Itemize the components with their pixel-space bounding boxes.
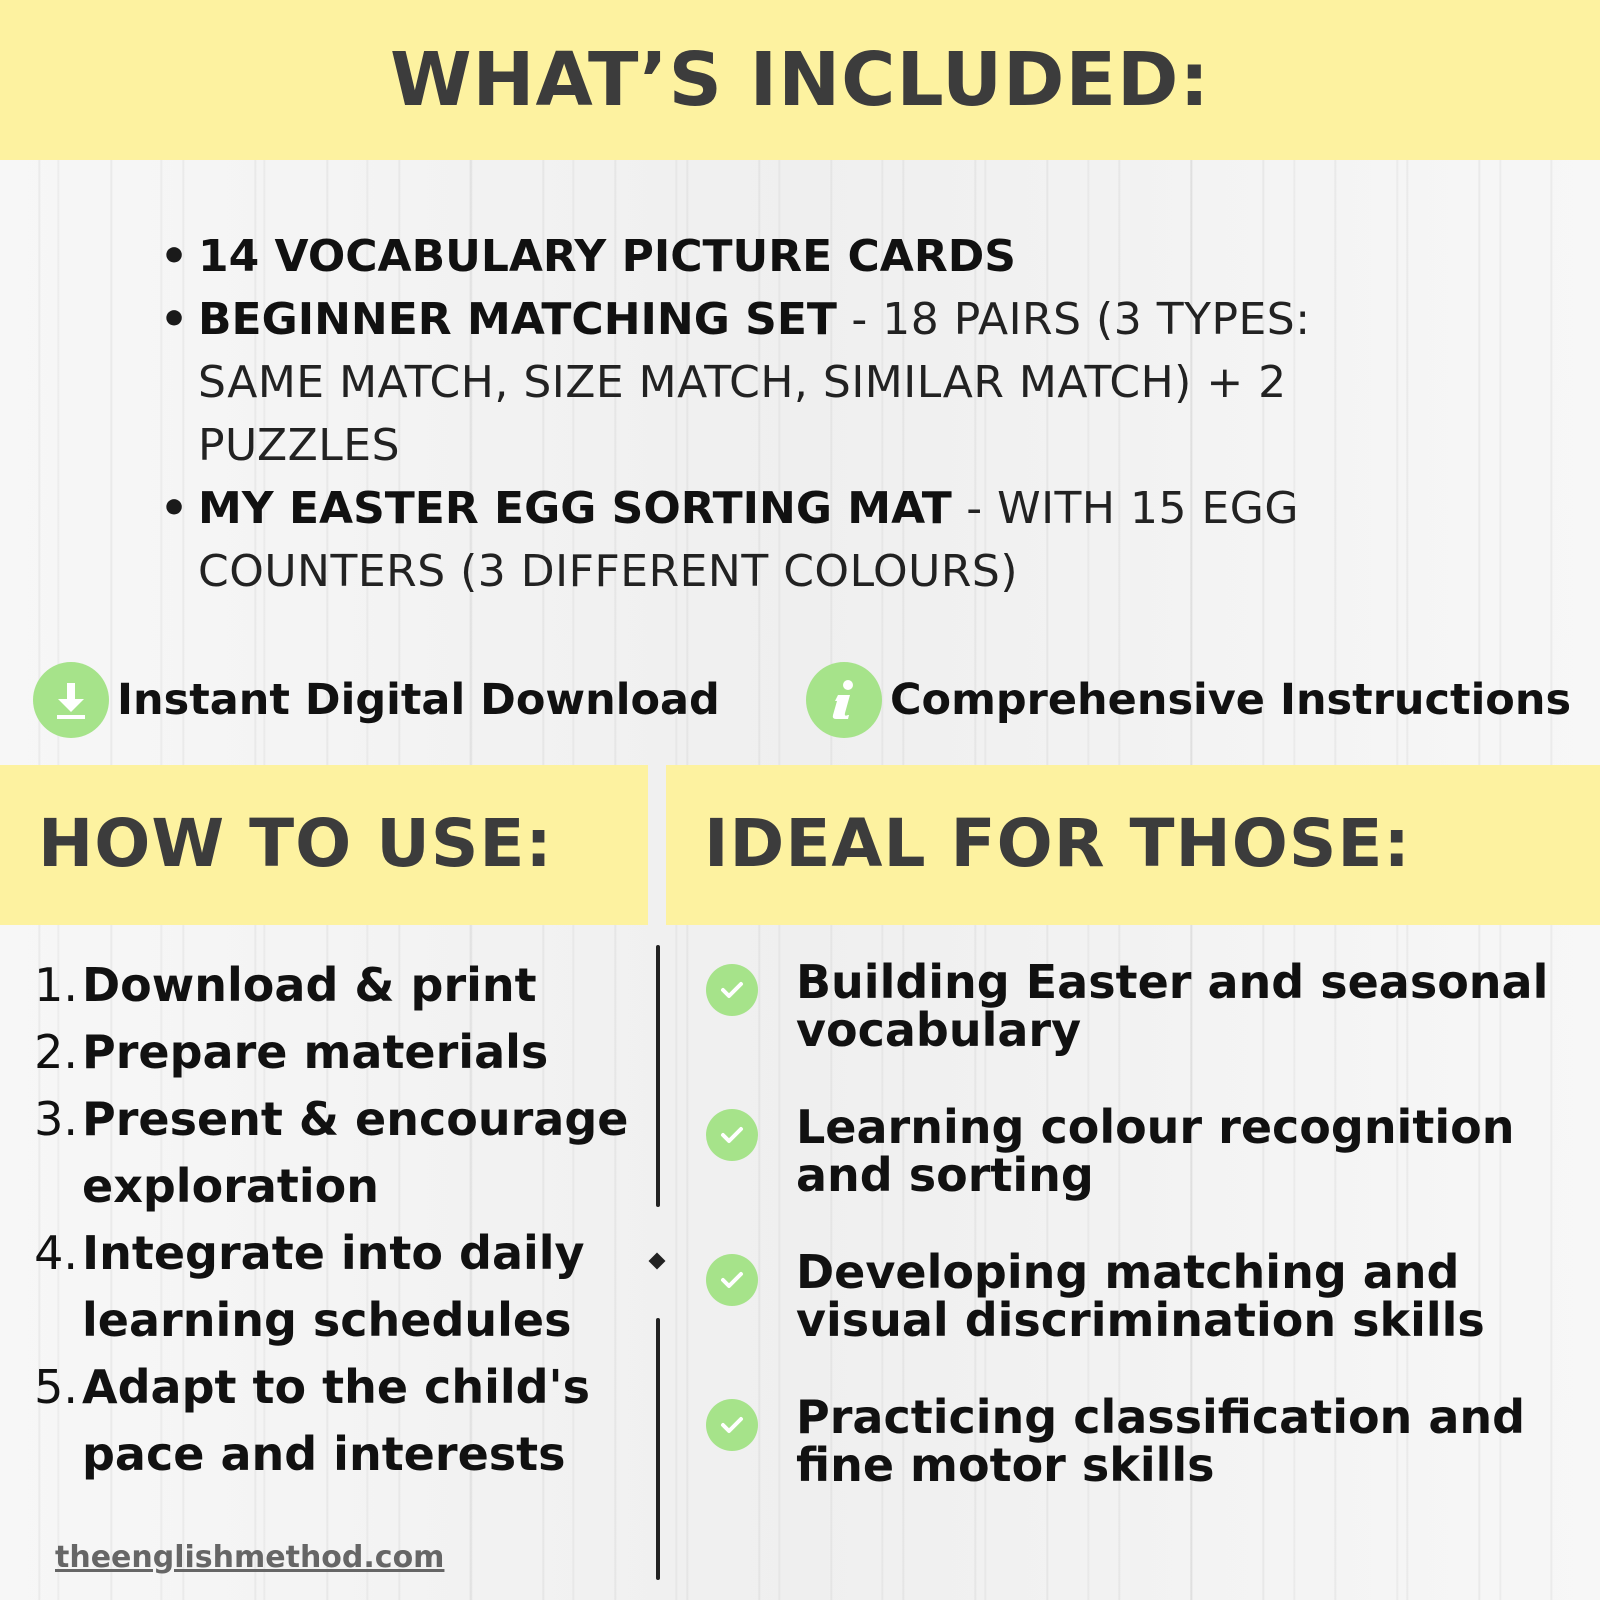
website-link[interactable]: theenglishmethod.com (55, 1540, 445, 1575)
check-circle-icon (706, 1399, 758, 1451)
included-item (160, 288, 1420, 477)
ideal-item (700, 1100, 1580, 1248)
step-number: 5. (34, 1360, 78, 1414)
step-number: 1. (34, 958, 78, 1012)
ideal-item-text: Developing matching and visual discrimination skills (796, 1245, 1485, 1347)
step-number: 2. (34, 1025, 78, 1079)
column-divider-upper (656, 945, 660, 1207)
info-icon (806, 662, 882, 738)
step-number: 4. (34, 1226, 78, 1280)
check-circle-icon (706, 1254, 758, 1306)
included-item-bold: MY EASTER EGG SORTING MAT (198, 483, 952, 534)
ideal-item (700, 1245, 1580, 1393)
ideal-item (700, 1390, 1580, 1538)
step-text: Adapt to the child's pace and interests (82, 1360, 590, 1481)
step-item (30, 1354, 630, 1488)
ideal-item-text: Building Easter and seasonal vocabulary (796, 955, 1549, 1057)
ideal-item-text: Learning colour recognition and sorting (796, 1100, 1515, 1202)
ideal-for-title: IDEAL FOR THOSE: (704, 805, 1411, 882)
included-item-detail: - 18 PAIRS (3 TYPES: SAME MATCH, SIZE MATCH, SIMILAR MATCH) + 2 PUZZLES (198, 294, 1311, 471)
step-item (30, 952, 630, 1019)
step-text: Present & encourage exploration (82, 1092, 629, 1213)
included-list (160, 225, 1420, 603)
step-text: Download & print (82, 958, 537, 1012)
step-text: Integrate into daily learning schedules (82, 1226, 585, 1347)
step-item (30, 1019, 630, 1086)
column-divider-lower (656, 1318, 660, 1580)
feature-download-label: Instant Digital Download (117, 675, 720, 725)
download-icon (33, 662, 109, 738)
feature-instructions (806, 662, 1571, 738)
ideal-for-list (700, 955, 1580, 1538)
included-item (160, 225, 1420, 288)
how-to-use-band (0, 765, 648, 925)
column-divider-dot (649, 1253, 666, 1270)
feature-instructions-label: Comprehensive Instructions (890, 675, 1572, 725)
step-item (30, 1086, 630, 1220)
check-circle-icon (706, 964, 758, 1016)
included-item-bold: BEGINNER MATCHING SET (198, 294, 837, 345)
feature-download (33, 662, 720, 738)
step-text: Prepare materials (82, 1025, 549, 1079)
check-circle-icon (706, 1109, 758, 1161)
ideal-item (700, 955, 1580, 1103)
included-item (160, 477, 1420, 603)
ideal-item-text: Practicing classification and fine motor skills (796, 1390, 1526, 1492)
how-to-use-title: HOW TO USE: (38, 805, 553, 882)
how-to-use-steps (30, 952, 630, 1488)
step-number: 3. (34, 1092, 78, 1146)
header-band (0, 0, 1600, 160)
included-item-detail: - WITH 15 EGG COUNTERS (3 DIFFERENT COLOURS) (198, 483, 1299, 597)
included-item-bold: 14 VOCABULARY PICTURE CARDS (198, 231, 1016, 282)
page-title: WHAT’S INCLUDED: (389, 37, 1211, 123)
ideal-for-band (666, 765, 1600, 925)
step-item (30, 1220, 630, 1354)
